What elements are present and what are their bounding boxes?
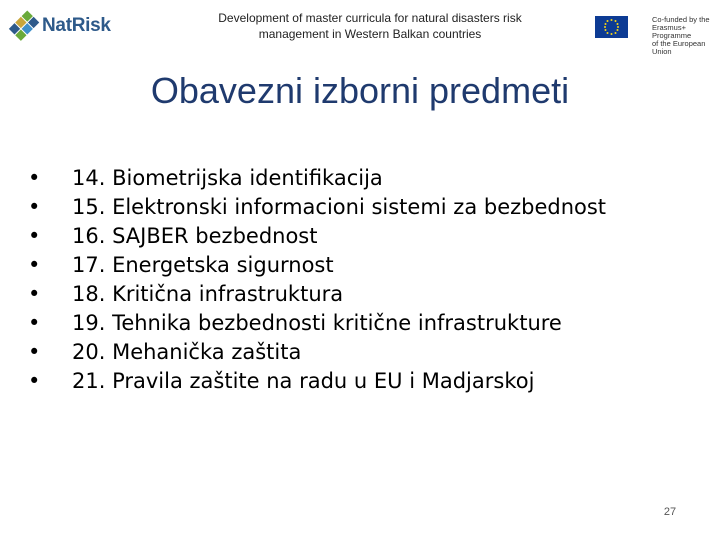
natrisk-emblem-icon — [6, 9, 40, 43]
eu-text-line-2: Erasmus+ Programme — [652, 23, 692, 40]
list-item-text: 16. SAJBER bezbednost — [72, 224, 318, 248]
list-item — [28, 193, 606, 222]
list-item — [28, 309, 606, 338]
list-item-text: 14. Biometrijska identifikacija — [72, 166, 383, 190]
list-item-text: 18. Kritična infrastruktura — [72, 282, 344, 306]
list-item-text: 19. Tehnika bezbednosti kritične infrastrukture — [72, 311, 562, 335]
eu-flag-icon — [595, 16, 628, 38]
bullet-icon: • — [28, 195, 41, 219]
eu-cofunding-logo — [595, 16, 720, 56]
list-item-text: 20. Mehanička zaštita — [72, 340, 302, 364]
project-description — [180, 10, 560, 42]
list-item — [28, 338, 606, 367]
bullet-icon: • — [28, 340, 41, 364]
list-item — [28, 164, 606, 193]
list-item — [28, 222, 606, 251]
course-list — [28, 164, 606, 396]
bullet-icon: • — [28, 282, 41, 306]
logo-text: NatRisk — [42, 15, 111, 36]
list-item-text: 21. Pravila zaštite na radu u EU i Madjarskoj — [72, 369, 535, 393]
eu-cofunding-text — [652, 16, 720, 56]
slide-title: Obavezni izborni predmeti — [150, 70, 570, 111]
page-number: 27 — [663, 506, 677, 518]
project-description-line-1: Development of master curricula for natural disasters risk — [218, 11, 522, 25]
bullet-icon: • — [28, 311, 41, 335]
bullet-icon: • — [28, 253, 41, 277]
list-item-text: 17. Energetska sigurnost — [72, 253, 334, 277]
eu-text-line-3: of the European Union — [652, 39, 706, 56]
bullet-icon: • — [28, 224, 41, 248]
eu-text-line-1: Co-funded by the — [652, 15, 710, 24]
bullet-icon: • — [28, 166, 41, 190]
bullet-icon: • — [28, 369, 41, 393]
natrisk-logo — [6, 6, 114, 46]
list-item — [28, 280, 606, 309]
list-item-text: 15. Elektronski informacioni sistemi za bezbednost — [72, 195, 607, 219]
list-item — [28, 251, 606, 280]
project-description-line-2: management in Western Balkan countries — [258, 27, 482, 41]
list-item — [28, 367, 606, 396]
slide-header — [0, 0, 720, 56]
